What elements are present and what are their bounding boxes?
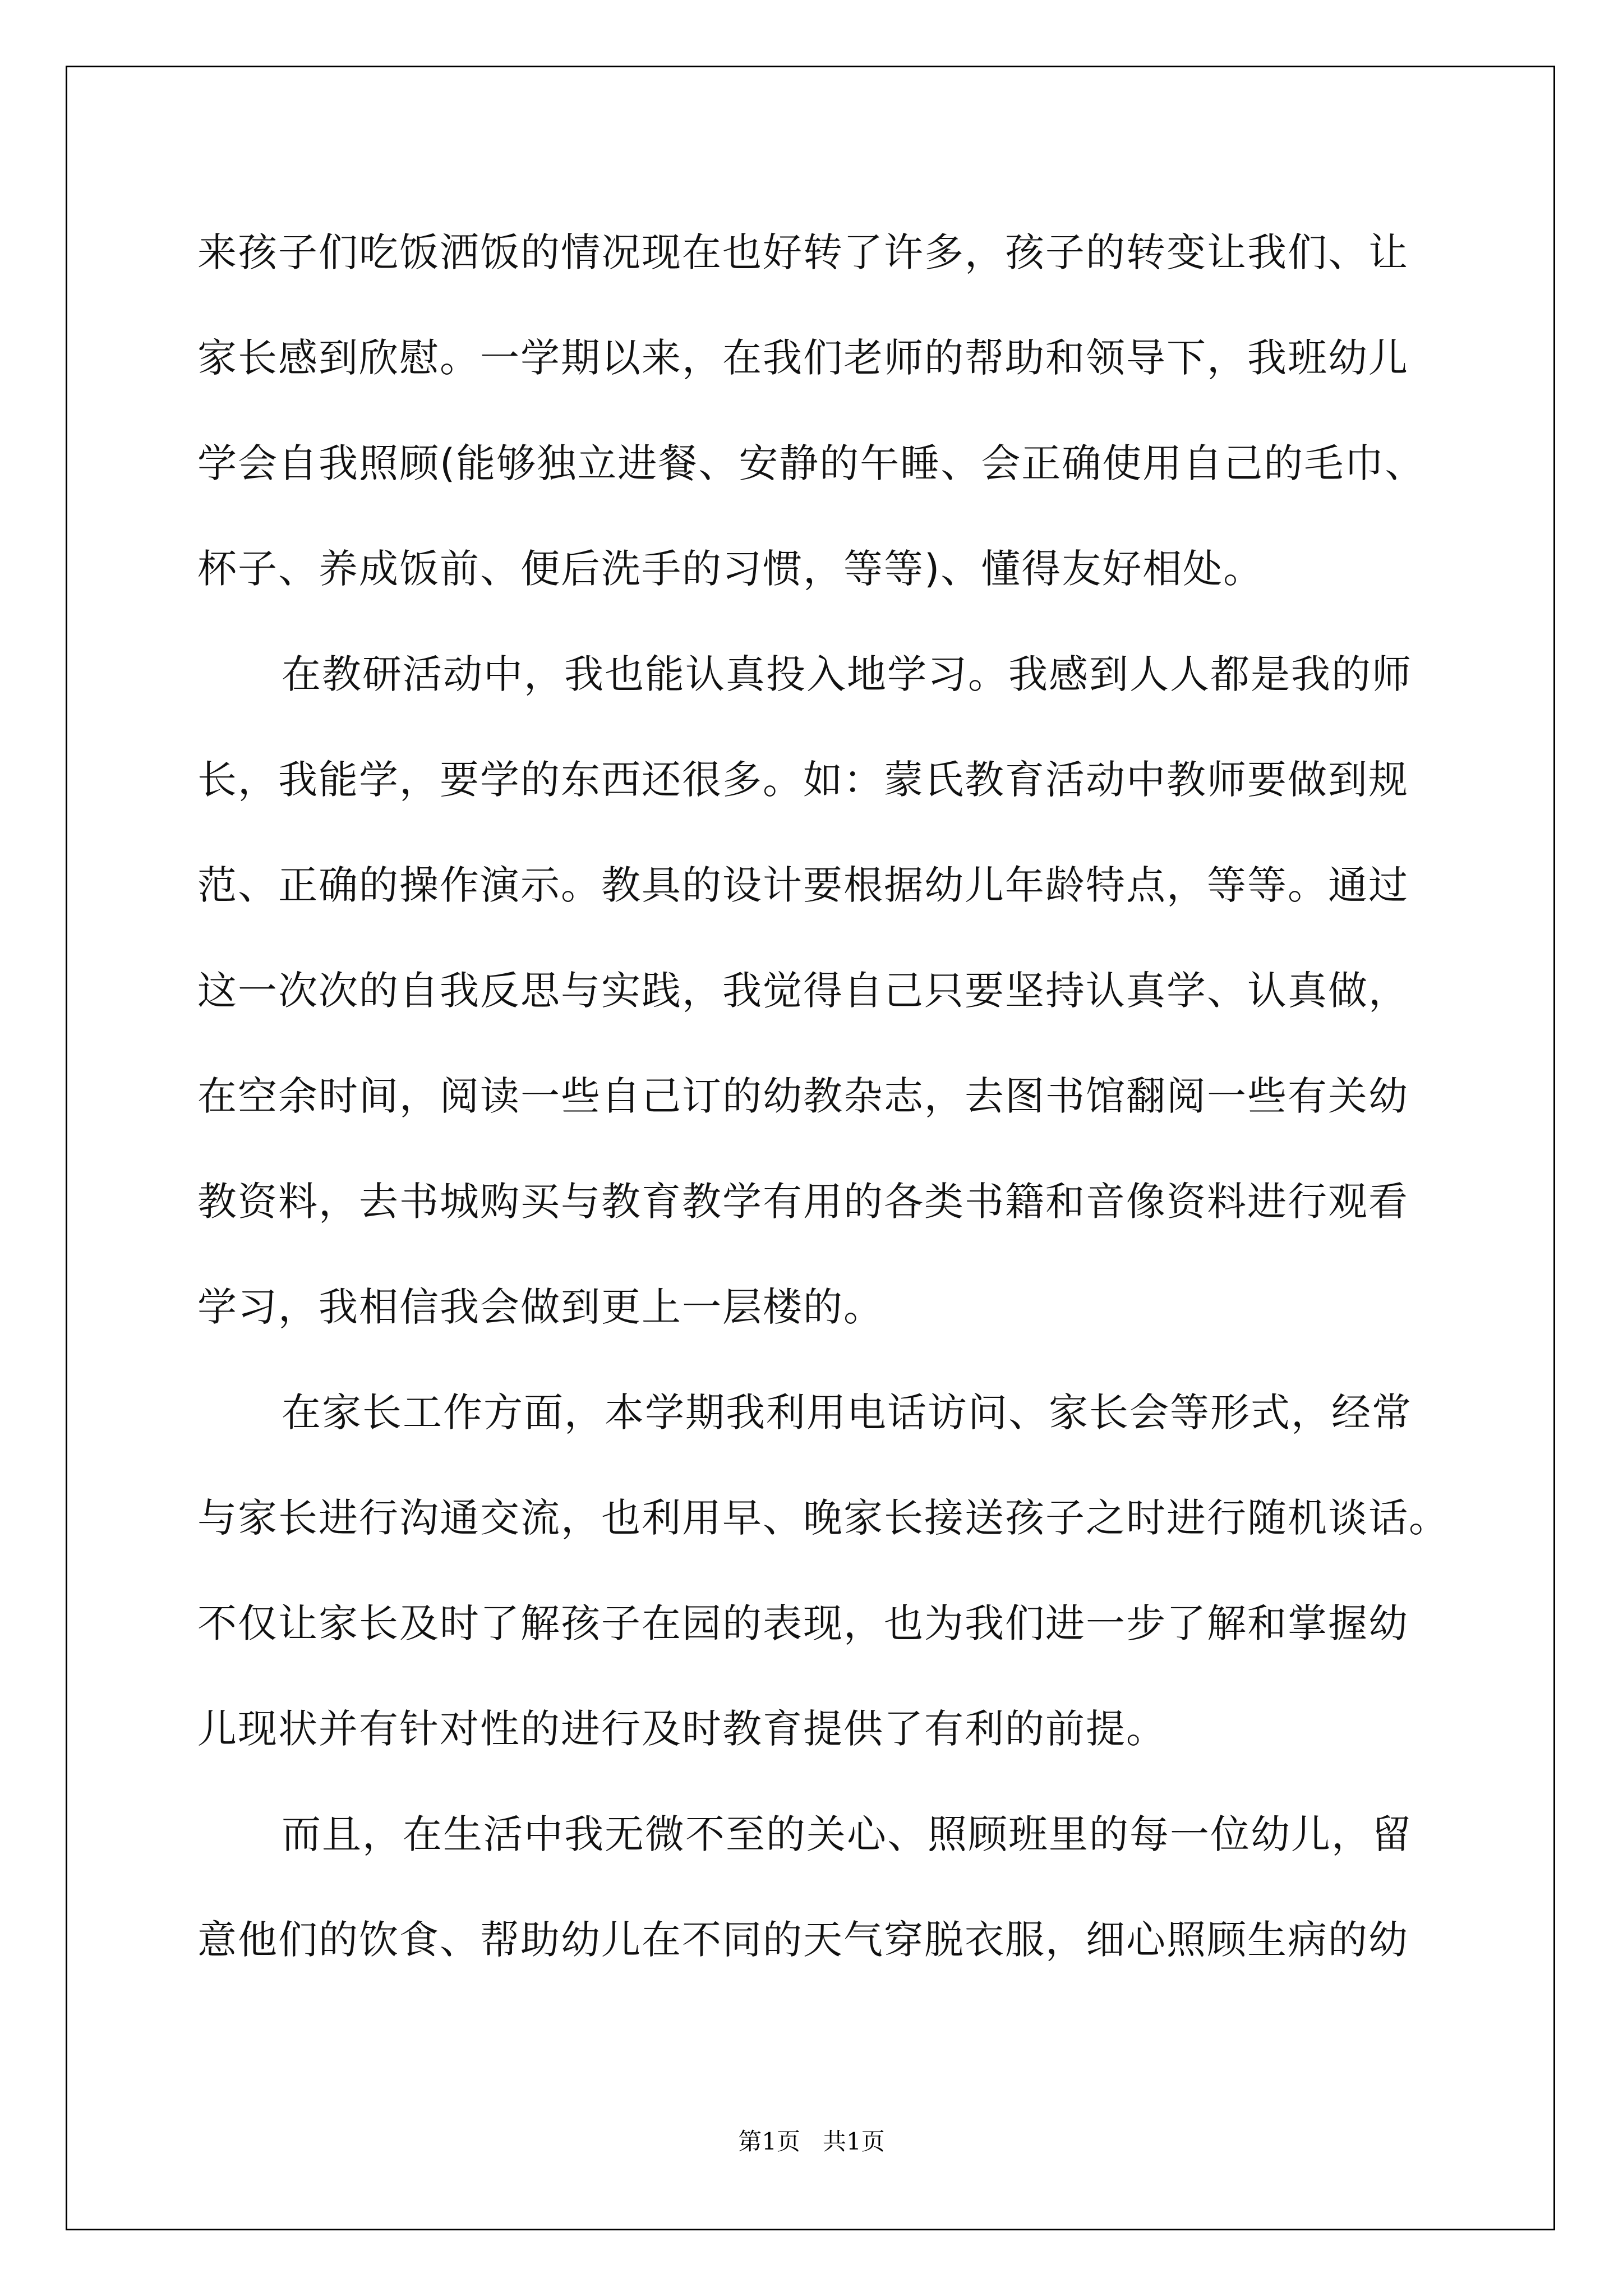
text-line: 在空余时间，阅读一些自己订的幼教杂志，去图书馆翻阅一些有关幼 — [197, 1073, 1409, 1119]
page-number-footer: 第1页 共1页 — [738, 2128, 885, 2155]
text-line: 范、正确的操作演示。教具的设计要根据幼儿年龄特点，等等。通过 — [197, 862, 1409, 908]
text-line: 长，我能学，要学的东西还很多。如：蒙氏教育活动中教师要做到规 — [197, 757, 1409, 803]
text-line: 家长感到欣慰。一学期以来，在我们老师的帮助和领导下，我班幼儿 — [197, 335, 1409, 381]
text-line: 学会自我照顾(能够独立进餐、安静的午睡、会正确使用自己的毛巾、 — [197, 440, 1426, 486]
paragraph-start-line: 在教研活动中，我也能认真投入地学习。我感到人人都是我的师 — [282, 651, 1412, 697]
paragraph-start-line: 而且，在生活中我无微不至的关心、照顾班里的每一位幼儿，留 — [282, 1811, 1412, 1857]
text-line: 教资料，去书城购买与教育教学有用的各类书籍和音像资料进行观看 — [197, 1179, 1409, 1225]
text-line: 学习，我相信我会做到更上一层楼的。 — [197, 1284, 884, 1330]
text-line: 这一次次的自我反思与实践，我觉得自己只要坚持认真学、认真做， — [197, 968, 1409, 1014]
text-line: 来孩子们吃饭洒饭的情况现在也好转了许多，孩子的转变让我们、让 — [197, 229, 1409, 275]
text-line: 意他们的饮食、帮助幼儿在不同的天气穿脱衣服，细心照顾生病的幼 — [197, 1917, 1409, 1963]
text-line: 不仅让家长及时了解孩子在园的表现，也为我们进一步了解和掌握幼 — [197, 1600, 1409, 1646]
text-line: 儿现状并有针对性的进行及时教育提供了有利的前提。 — [197, 1706, 1166, 1752]
page-border — [66, 66, 1555, 2230]
text-line: 杯子、养成饭前、便后洗手的习惯，等等)、懂得友好相处。 — [197, 546, 1264, 592]
paragraph-start-line: 在家长工作方面，本学期我利用电话访问、家长会等形式，经常 — [282, 1389, 1412, 1435]
text-line: 与家长进行沟通交流，也利用早、晚家长接送孩子之时进行随机谈话。 — [197, 1495, 1449, 1541]
